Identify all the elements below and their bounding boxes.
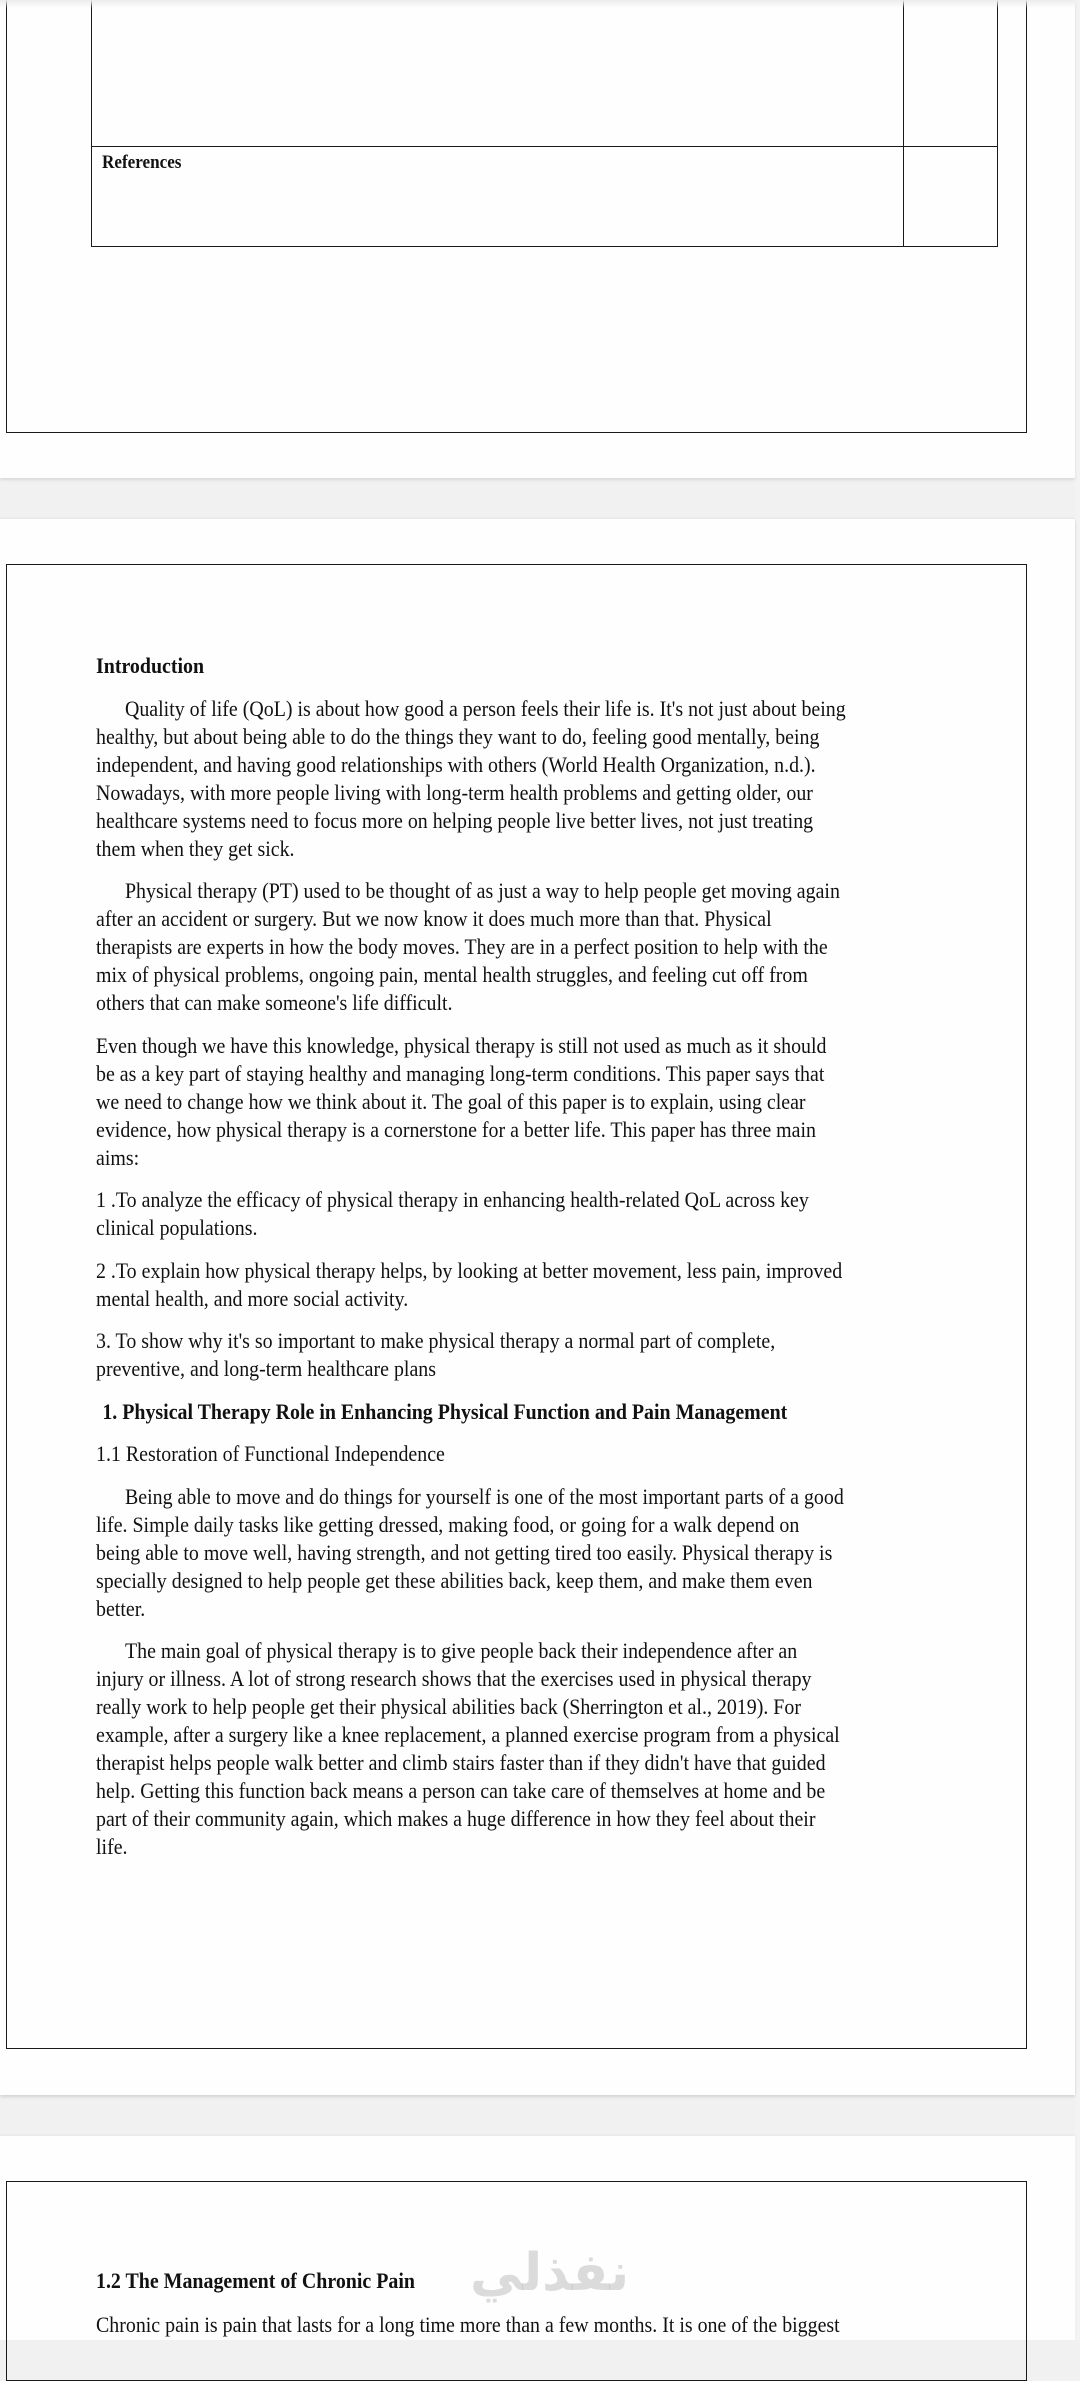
- watermark-logo: نفذلي: [470, 2243, 630, 2303]
- paragraph-line: mental health, and more social activity.: [96, 1285, 409, 1311]
- subsection-heading-chronic-pain: 1.2 The Management of Chronic Pain: [96, 2268, 415, 2293]
- paragraph-line: life. Simple daily tasks like getting dressed, making food, or going for a walk depend on: [96, 1511, 800, 1537]
- paragraph-line: 2 .To explain how physical therapy helps, by looking at better movement, less pain, improved: [96, 1257, 843, 1283]
- paragraph: [96, 695, 956, 863]
- paragraph-line: mix of physical problems, ongoing pain, mental health struggles, and feeling cut off from: [96, 962, 808, 987]
- table-column-divider: [903, 0, 904, 246]
- paragraph-line: we need to change how we think about it. The goal of this paper is to explain, using clear: [96, 1088, 806, 1114]
- paragraph-line: others that can make someone's life difficult.: [96, 990, 453, 1015]
- paragraph-line: be as a key part of staying healthy and managing long-term conditions. This paper says that: [96, 1060, 825, 1086]
- section-heading: [96, 1398, 956, 1426]
- paragraph-line: independent, and having good relationships with others (World Health Organization, n.d.).: [96, 751, 816, 777]
- section-heading-introduction: Introduction: [96, 653, 205, 678]
- subsection-heading-text: 1.1 Restoration of Functional Independence: [96, 1441, 445, 1466]
- paragraph-line: evidence, how physical therapy is a cornerstone for a better life. This paper has three main: [96, 1116, 816, 1142]
- paragraph-line: clinical populations.: [96, 1215, 258, 1240]
- paragraph-line: example, after a surgery like a knee replacement, a planned exercise program from a physical: [96, 1722, 840, 1747]
- paragraph: [96, 1483, 956, 1623]
- paragraph-line: them when they get sick.: [96, 835, 295, 861]
- document-page-1: [0, 0, 1075, 478]
- paragraph-line: therapist helps people walk better and climb stairs faster than if they didn't have that guided: [96, 1750, 826, 1775]
- paragraph-line: healthcare systems need to focus more on helping people live better lives, not just treating: [96, 807, 814, 833]
- contents-table: [91, 0, 998, 247]
- paragraph-line: healthy, but about being able to do the things they want to do, feeling good mentally, being: [96, 723, 820, 749]
- table-row-references-label: References: [102, 152, 182, 173]
- paragraph-line: preventive, and long-term healthcare plans: [96, 1356, 436, 1381]
- subsection-heading: [96, 1440, 956, 1468]
- viewer-right-edge: [1075, 0, 1080, 2340]
- paragraph-line: life.: [96, 1834, 128, 1859]
- paragraph: [96, 1327, 956, 1383]
- paragraph-line: The main goal of physical therapy is to give people back their independence after an: [124, 1638, 798, 1663]
- page-2-content: [96, 652, 956, 1861]
- section-heading-text: 1. Physical Therapy Role in Enhancing Physical Function and Pain Management: [102, 1398, 788, 1424]
- paragraph-line: better.: [96, 1595, 146, 1621]
- paragraph-line: Chronic pain is pain that lasts for a long time more than a few months. It is one of the biggest: [96, 2312, 840, 2337]
- paragraph-line: specially designed to help people get these abilities back, keep them, and make them even: [96, 1567, 813, 1593]
- paragraph: [96, 877, 956, 1017]
- paragraph-line: Quality of life (QoL) is about how good a person feels their life is. It's not just about being: [124, 695, 846, 721]
- paragraph-line: part of their community again, which makes a huge difference in how they feel about their: [96, 1806, 816, 1831]
- paragraph-line: Nowadays, with more people living with long-term health problems and getting older, our: [96, 779, 813, 805]
- top-shadow: [0, 0, 1075, 8]
- paragraph-line: injury or illness. A lot of strong research shows that the exercises used in physical therapy: [96, 1666, 812, 1691]
- paragraph-line: Physical therapy (PT) used to be thought of as just a way to help people get moving again: [124, 878, 840, 903]
- paragraph-line: aims:: [96, 1144, 140, 1170]
- paragraph-line: Being able to move and do things for yourself is one of the most important parts of a good: [124, 1483, 844, 1509]
- paragraph: [96, 1257, 956, 1313]
- paragraph-line: 3. To show why it's so important to make physical therapy a normal part of complete,: [96, 1328, 776, 1353]
- paragraph: [96, 1032, 956, 1172]
- paragraph-line: really work to help people get their physical abilities back (Sherrington et al., 2019). For: [96, 1694, 801, 1719]
- table-row-divider: [92, 146, 997, 147]
- paragraph: [96, 1186, 956, 1242]
- paragraph-line: after an accident or surgery. But we now know it does much more than that. Physical: [96, 906, 772, 931]
- paragraph-line: 1 .To analyze the efficacy of physical therapy in enhancing health-related QoL across key: [96, 1187, 809, 1212]
- paragraph-line: therapists are experts in how the body moves. They are in a perfect position to help with the: [96, 934, 828, 959]
- paragraph-line: being able to move well, having strength, and not getting tired too easily. Physical therapy is: [96, 1539, 833, 1565]
- paragraph: [96, 1637, 956, 1861]
- paragraph-line: help. Getting this function back means a person can take care of themselves at home and be: [96, 1778, 826, 1803]
- paragraph-line: Even though we have this knowledge, physical therapy is still not used as much as it should: [96, 1032, 827, 1058]
